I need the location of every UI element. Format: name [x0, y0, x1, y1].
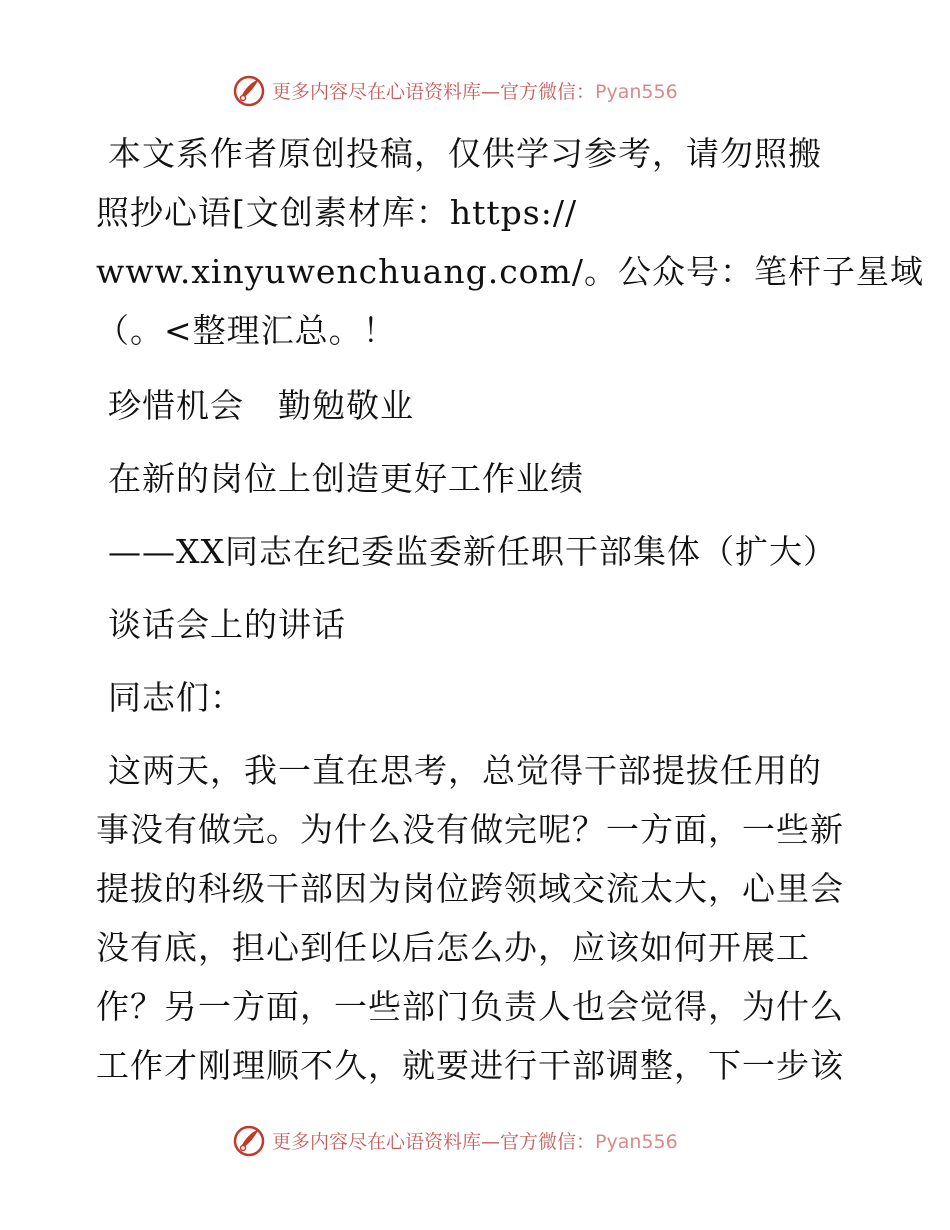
paragraph-line: 作？另一方面，一些部门负责人也会觉得，为什么	[96, 987, 844, 1026]
quill-seal-icon	[232, 1123, 266, 1157]
paragraph-line: 提拔的科级干部因为岗位跨领域交流太大，心里会	[96, 869, 844, 908]
watermark-handle: Pyan556	[595, 1130, 678, 1153]
intro-line: （。<整理汇总。！	[96, 311, 397, 350]
intro-line: 照抄心语[文创素材库：https://	[96, 193, 578, 232]
watermark-handle: Pyan556	[595, 80, 678, 103]
header-watermark	[232, 72, 752, 108]
paragraph-line: 事没有做完。为什么没有做完呢？一方面，一些新	[96, 810, 844, 849]
footer-watermark	[232, 1122, 752, 1158]
paragraph-line: 工作才刚理顺不久，就要进行干部调整，下一步该	[96, 1046, 844, 1085]
paragraph-line: 这两天，我一直在思考，总觉得干部提拔任用的	[108, 751, 822, 790]
title-byline: 谈话会上的讲话	[108, 605, 346, 644]
title-byline: ——XX同志在纪委监委新任职干部集体（扩大）	[108, 532, 837, 571]
intro-line: 本文系作者原创投稿，仅供学习参考，请勿照搬	[108, 134, 822, 173]
watermark-text: 更多内容尽在心语资料库—官方微信：Pyan556	[272, 1130, 678, 1153]
title-main: 珍惜机会 勤勉敬业	[108, 386, 414, 425]
quill-seal-icon	[232, 73, 266, 107]
document-body	[96, 124, 924, 1095]
salutation: 同志们：	[108, 678, 244, 717]
intro-line: www.xinyuwenchuang.com/。公众号：笔杆子星域	[96, 252, 924, 291]
paragraph-line: 没有底，担心到任以后怎么办，应该如何开展工	[96, 928, 810, 967]
title-sub: 在新的岗位上创造更好工作业绩	[108, 459, 584, 498]
watermark-text: 更多内容尽在心语资料库—官方微信：Pyan556	[272, 80, 678, 103]
